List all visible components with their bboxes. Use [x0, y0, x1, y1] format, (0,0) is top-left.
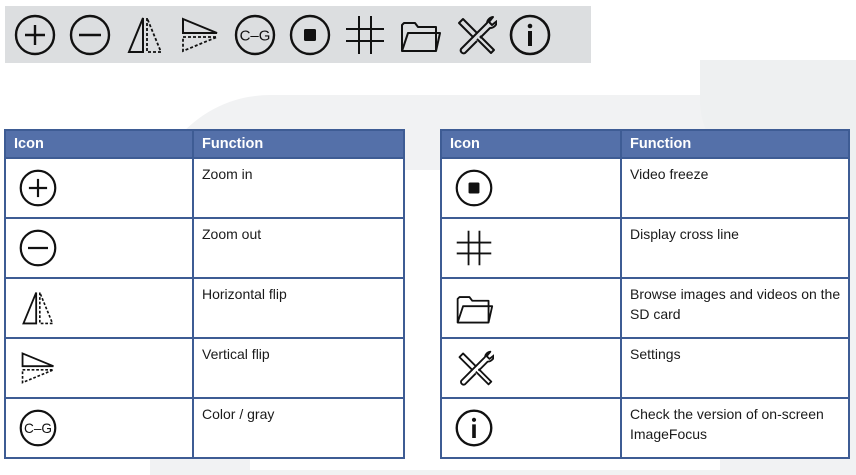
- table-row: [441, 218, 849, 278]
- cross-line-button[interactable]: [341, 12, 388, 58]
- function-label: Horizontal flip: [193, 278, 404, 338]
- video-freeze-icon: [288, 13, 332, 57]
- zoom-in-button[interactable]: [11, 12, 58, 58]
- table-header: [441, 130, 849, 158]
- info-icon: [508, 13, 552, 57]
- color-gray-button[interactable]: [231, 12, 278, 58]
- table-row: [5, 398, 404, 458]
- settings-icon: [453, 13, 497, 57]
- color-gray-icon: [233, 13, 277, 57]
- cross-line-icon: [454, 228, 494, 268]
- table-row: [5, 158, 404, 218]
- toolbar: [5, 6, 591, 63]
- function-label: Video freeze: [621, 158, 849, 218]
- header-icon: Icon: [441, 130, 621, 158]
- function-label: Settings: [621, 338, 849, 398]
- function-label: Zoom in: [193, 158, 404, 218]
- cross-line-icon: [343, 13, 387, 57]
- horizontal-flip-icon: [123, 13, 167, 57]
- function-label: Color / gray: [193, 398, 404, 458]
- horizontal-flip-button[interactable]: [121, 12, 168, 58]
- function-label: Browse images and videos on the SD card: [621, 278, 849, 338]
- table-row: [5, 278, 404, 338]
- horizontal-flip-icon: [18, 288, 58, 328]
- table-header: [5, 130, 404, 158]
- zoom-out-icon: [68, 13, 112, 57]
- function-label: Vertical flip: [193, 338, 404, 398]
- table-row: [441, 158, 849, 218]
- info-button[interactable]: [506, 12, 553, 58]
- table-row: [441, 338, 849, 398]
- info-icon: [454, 408, 494, 448]
- table-row: [441, 398, 849, 458]
- function-label: Zoom out: [193, 218, 404, 278]
- zoom-in-icon: [18, 168, 58, 208]
- color-gray-icon: [18, 408, 58, 448]
- function-label: Display cross line: [621, 218, 849, 278]
- vertical-flip-button[interactable]: [176, 12, 223, 58]
- header-icon: Icon: [5, 130, 193, 158]
- folder-icon: [398, 13, 442, 57]
- icon-function-table-left: [4, 129, 405, 459]
- vertical-flip-icon: [18, 348, 58, 388]
- video-freeze-icon: [454, 168, 494, 208]
- table-row: [5, 218, 404, 278]
- zoom-in-icon: [13, 13, 57, 57]
- zoom-out-button[interactable]: [66, 12, 113, 58]
- folder-icon: [454, 288, 494, 328]
- header-function: Function: [621, 130, 849, 158]
- vertical-flip-icon: [178, 13, 222, 57]
- folder-button[interactable]: [396, 12, 443, 58]
- video-freeze-button[interactable]: [286, 12, 333, 58]
- zoom-out-icon: [18, 228, 58, 268]
- header-function: Function: [193, 130, 404, 158]
- settings-button[interactable]: [451, 12, 498, 58]
- table-row: [441, 278, 849, 338]
- icon-function-table-right: [440, 129, 850, 459]
- table-row: [5, 338, 404, 398]
- settings-icon: [454, 348, 494, 388]
- function-label: Check the version of on-screen ImageFocus: [621, 398, 849, 458]
